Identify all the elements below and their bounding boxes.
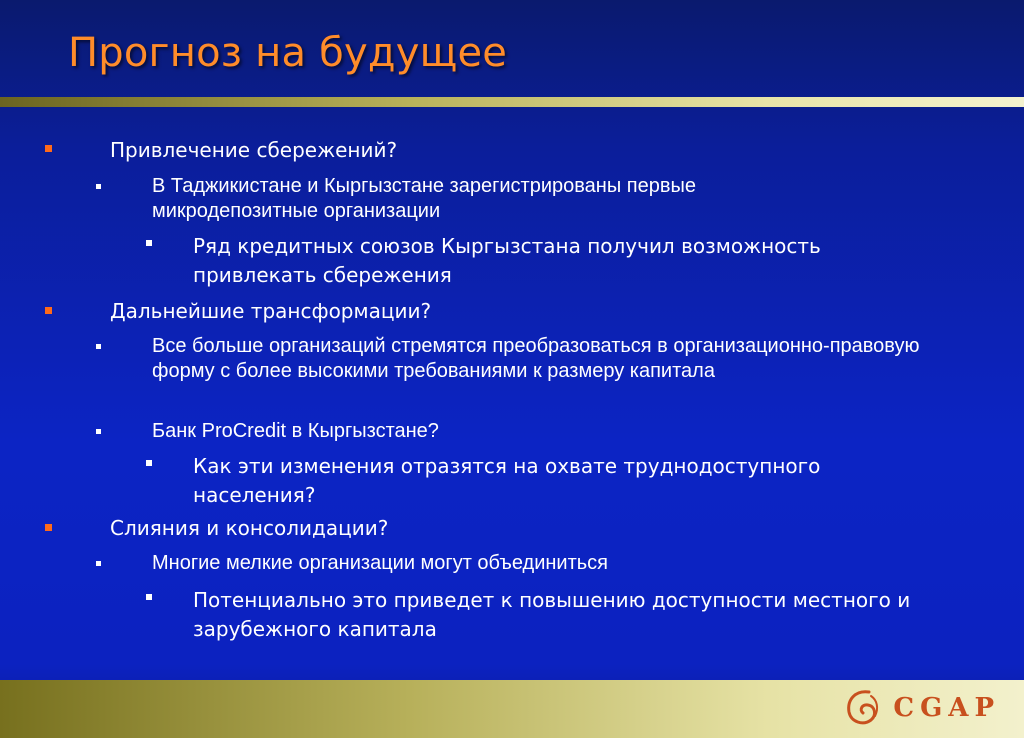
- bullet-marker: [96, 429, 101, 434]
- bullet-item: Привлечение сбережений?: [110, 138, 398, 162]
- bullet-marker: [45, 307, 52, 314]
- cgap-logo: [841, 686, 1000, 730]
- bullet-item: Дальнейшие трансформации?: [110, 299, 432, 323]
- bullet-marker: [96, 344, 101, 349]
- cgap-swirl-icon: [841, 686, 885, 730]
- bullet-marker: [146, 240, 152, 246]
- logo-text: CGAP: [893, 693, 1000, 723]
- title-divider: [0, 97, 1024, 107]
- bullet-item: Многие мелкие организации могут объединиться: [152, 552, 608, 574]
- bullet-item: Потенциально это приведет к повышению доступности местного и зарубежного капитала: [193, 588, 911, 641]
- bullet-marker: [96, 184, 101, 189]
- slide-title: Прогноз на будущее: [68, 30, 508, 76]
- bullet-item: В Таджикистане и Кыргызстане зарегистрированы первые микродепозитные организации: [152, 175, 696, 222]
- bullet-marker: [96, 561, 101, 566]
- bullet-marker: [146, 594, 152, 600]
- bullet-item: Как эти изменения отразятся на охвате труднодоступного населения?: [193, 454, 821, 507]
- bullet-item: Все больше организаций стремятся преобразоваться в организационно-правовую форму с более высокими требованиями к размеру капитала: [152, 335, 920, 382]
- bullet-item: Слияния и консолидации?: [110, 516, 389, 540]
- bullet-marker: [45, 524, 52, 531]
- bullet-marker: [146, 460, 152, 466]
- bullet-marker: [45, 145, 52, 152]
- bullet-item: Банк ProCredit в Кыргызстане?: [152, 420, 439, 442]
- bullet-item: Ряд кредитных союзов Кыргызстана получил возможность привлекать сбережения: [193, 234, 821, 287]
